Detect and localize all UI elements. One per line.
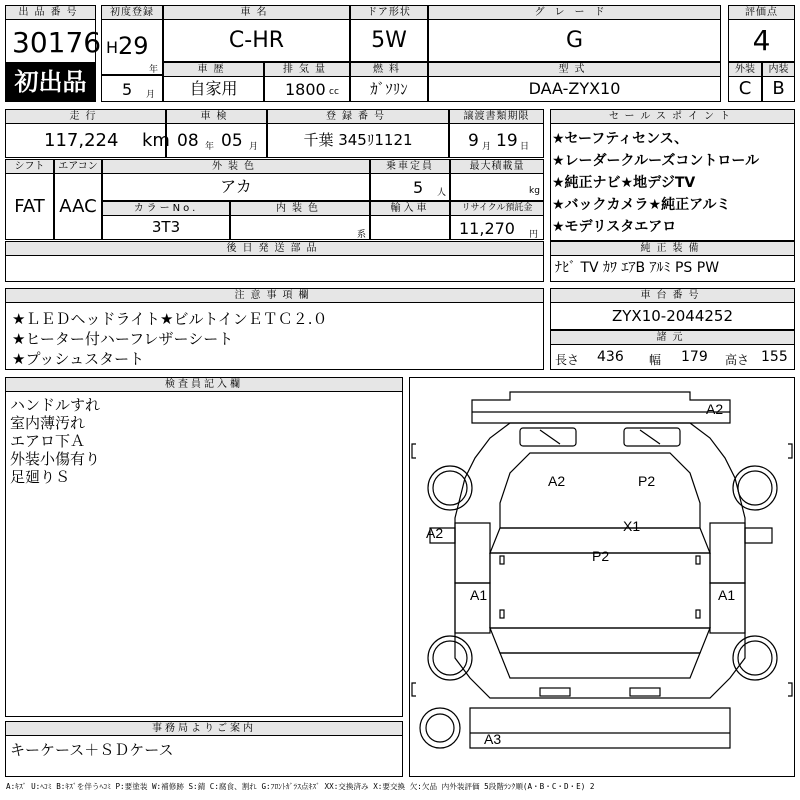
notes bbox=[5, 302, 544, 370]
interior-grade-label: 内装 bbox=[762, 62, 795, 77]
car-diagram bbox=[409, 377, 795, 777]
exterior-color-label: 外装色 bbox=[102, 159, 370, 174]
note-item: ★ＬＥＤヘッドライト★ビルトインＥＴＣ２.０ bbox=[12, 310, 328, 328]
dimensions-label: 諸元 bbox=[550, 330, 795, 345]
month-unit: 月 bbox=[146, 90, 156, 100]
inspector-item: エアロ下Ａ bbox=[10, 432, 86, 450]
mileage-unit: km bbox=[142, 130, 170, 151]
lot-number bbox=[5, 19, 102, 63]
office-notes: キーケース＋ＳＤケース bbox=[5, 735, 403, 777]
inspector-item: 室内薄汚れ bbox=[10, 414, 86, 432]
score-label: 評価点 bbox=[728, 5, 795, 20]
aircon-label: エアコン bbox=[54, 159, 102, 174]
recycle-fee-label: リサイクル預託金 bbox=[450, 201, 544, 216]
sales-point-item: ★モデリスタエアロ bbox=[552, 219, 677, 235]
displacement-unit: cc bbox=[329, 87, 339, 97]
displacement-label: 排気量 bbox=[264, 62, 350, 77]
model-code: DAA-ZYX10 bbox=[428, 76, 721, 102]
mileage bbox=[5, 123, 170, 158]
damage-mark: A2 bbox=[426, 525, 444, 541]
displacement bbox=[264, 76, 350, 102]
inspection-year-unit: 年 bbox=[205, 142, 215, 152]
inspection-month: 05 bbox=[221, 131, 243, 151]
exterior-color: アカ bbox=[102, 173, 370, 201]
sales-point-item: ★純正ナビ★地デジTV bbox=[552, 175, 696, 191]
damage-mark: P2 bbox=[638, 473, 656, 489]
import-label: 輸入車 bbox=[370, 201, 450, 216]
displacement-value: 1800 bbox=[285, 80, 326, 99]
height-label: 高さ bbox=[725, 353, 750, 367]
capacity-unit: 人 bbox=[437, 188, 447, 198]
first-registration-month bbox=[101, 75, 163, 102]
sales-points-label: セールスポイント bbox=[550, 109, 795, 124]
car-outline bbox=[410, 378, 794, 776]
exterior-grade-label: 外装 bbox=[728, 62, 762, 77]
sales-points bbox=[550, 123, 795, 241]
recycle-fee bbox=[450, 215, 544, 240]
transfer-day: 19 bbox=[496, 131, 518, 151]
office-label: 事務局よりご案内 bbox=[5, 721, 403, 736]
history-label: 車歴 bbox=[163, 62, 264, 77]
shift: FAT bbox=[5, 173, 54, 240]
grade-label: グレード bbox=[428, 5, 721, 20]
lot-number-value: 30176 bbox=[12, 26, 102, 59]
interior-color bbox=[230, 215, 370, 240]
car-name-label: 車名 bbox=[163, 5, 350, 20]
year-unit: 年 bbox=[149, 65, 159, 75]
width-value: 179 bbox=[681, 349, 708, 365]
mileage-label: 走行 bbox=[5, 109, 166, 124]
score: 4 bbox=[728, 19, 795, 62]
sales-point-item: ★バックカメラ★純正アルミ bbox=[552, 197, 731, 213]
sales-point-item: ★レーダークルーズコントロール bbox=[552, 153, 760, 169]
interior-color-unit: 系 bbox=[357, 230, 367, 240]
inspection-expiry bbox=[166, 123, 267, 158]
interior-color-label: 内装色 bbox=[230, 201, 370, 216]
inspection-year: 08 bbox=[177, 131, 199, 151]
interior-grade: B bbox=[762, 76, 795, 102]
transfer-month: 9 bbox=[468, 131, 479, 151]
note-item: ★プッシュスタート bbox=[12, 350, 145, 368]
later-parts-label: 後日発送部品 bbox=[5, 241, 544, 256]
fuel: ｶﾞｿﾘﾝ bbox=[350, 76, 428, 102]
first-registration-year bbox=[101, 19, 163, 75]
damage-mark: A2 bbox=[548, 473, 566, 489]
sales-point-item: ★セーフティセンス、 bbox=[552, 131, 689, 147]
inspection-month-unit: 月 bbox=[249, 142, 259, 152]
damage-mark: P2 bbox=[592, 548, 610, 564]
plate-label: 登録番号 bbox=[267, 109, 449, 124]
transfer-deadline bbox=[449, 123, 544, 158]
door-type: 5W bbox=[350, 19, 428, 62]
era-label: H bbox=[106, 38, 119, 57]
width-label: 幅 bbox=[649, 353, 662, 367]
model-label: 型式 bbox=[428, 62, 721, 77]
history: 自家用 bbox=[163, 76, 264, 102]
import bbox=[370, 215, 450, 240]
equipment: ﾅﾋﾞ TV ｶﾜ ｴｱB ｱﾙﾐ PS PW bbox=[550, 255, 795, 282]
grade: G bbox=[428, 19, 721, 62]
inspector-label: 検査員記入欄 bbox=[5, 377, 403, 392]
inspector-item: ハンドルすれ bbox=[10, 396, 101, 414]
max-load-unit: kg bbox=[529, 186, 540, 196]
fuel-label: 燃料 bbox=[350, 62, 428, 77]
inspector-item: 外装小傷有り bbox=[10, 450, 101, 468]
transfer-month-unit: 月 bbox=[482, 142, 492, 152]
capacity bbox=[370, 173, 450, 201]
inspector-notes bbox=[5, 391, 403, 717]
damage-mark: A2 bbox=[706, 401, 724, 417]
max-load bbox=[450, 173, 544, 201]
aircon: AAC bbox=[54, 173, 102, 240]
exterior-grade: C bbox=[728, 76, 762, 102]
lot-number-label: 出品番号 bbox=[5, 5, 96, 20]
later-parts bbox=[5, 255, 544, 282]
height-value: 155 bbox=[761, 349, 788, 365]
recycle-fee-unit: 円 bbox=[529, 230, 539, 240]
color-number-label: カラーNo. bbox=[102, 201, 230, 216]
dimensions bbox=[550, 344, 795, 370]
length-label: 長さ bbox=[555, 353, 580, 367]
plate-number: 千葉 345ﾘ1121 bbox=[267, 123, 449, 158]
door-type-label: ドア形状 bbox=[350, 5, 428, 20]
first-registration-label: 初度登録 bbox=[101, 5, 163, 20]
shift-label: シフト bbox=[5, 159, 54, 174]
mileage-value: 117,224 bbox=[44, 130, 119, 151]
car-name: C-HR bbox=[163, 19, 350, 62]
damage-mark: A1 bbox=[470, 587, 488, 603]
damage-mark: A3 bbox=[484, 731, 502, 747]
max-load-label: 最大積載量 bbox=[450, 159, 544, 174]
chassis-label: 車台番号 bbox=[550, 288, 795, 303]
equipment-label: 純正装備 bbox=[550, 241, 795, 256]
capacity-label: 乗車定員 bbox=[370, 159, 450, 174]
capacity-value: 5 bbox=[413, 178, 424, 197]
recycle-fee-value: 11,270 bbox=[459, 219, 515, 238]
color-number: 3T3 bbox=[102, 215, 230, 240]
first-listing-badge: 初出品 bbox=[5, 63, 96, 102]
transfer-deadline-label: 譲渡書類期限 bbox=[449, 109, 544, 124]
inspection-label: 車検 bbox=[166, 109, 267, 124]
year-value: 29 bbox=[118, 32, 149, 60]
damage-mark: A1 bbox=[718, 587, 736, 603]
inspector-item: 足廻りＳ bbox=[10, 468, 71, 486]
month-value: 5 bbox=[122, 80, 133, 99]
chassis-number: ZYX10-2044252 bbox=[550, 302, 795, 330]
notes-label: 注意事項欄 bbox=[5, 288, 544, 303]
length-value: 436 bbox=[597, 349, 624, 365]
legend: A:ｷｽﾞ U:ﾍｺﾐ B:ｷｽﾞを伴うﾍｺﾐ P:要塗装 W:補修跡 S:錆 C:腐食、割れ G:ﾌﾛﾝﾄｶﾞﾗｽ点ｷｽﾞ XX:交換済み X:要交換 欠:欠品 内外装評価 5段階ﾗﾝｸ順(A・B・C・D・E) 2 bbox=[6, 782, 595, 791]
transfer-day-unit: 日 bbox=[520, 142, 530, 152]
damage-mark: X1 bbox=[623, 518, 641, 534]
note-item: ★ヒーター付ハーフレザーシート bbox=[12, 330, 234, 348]
